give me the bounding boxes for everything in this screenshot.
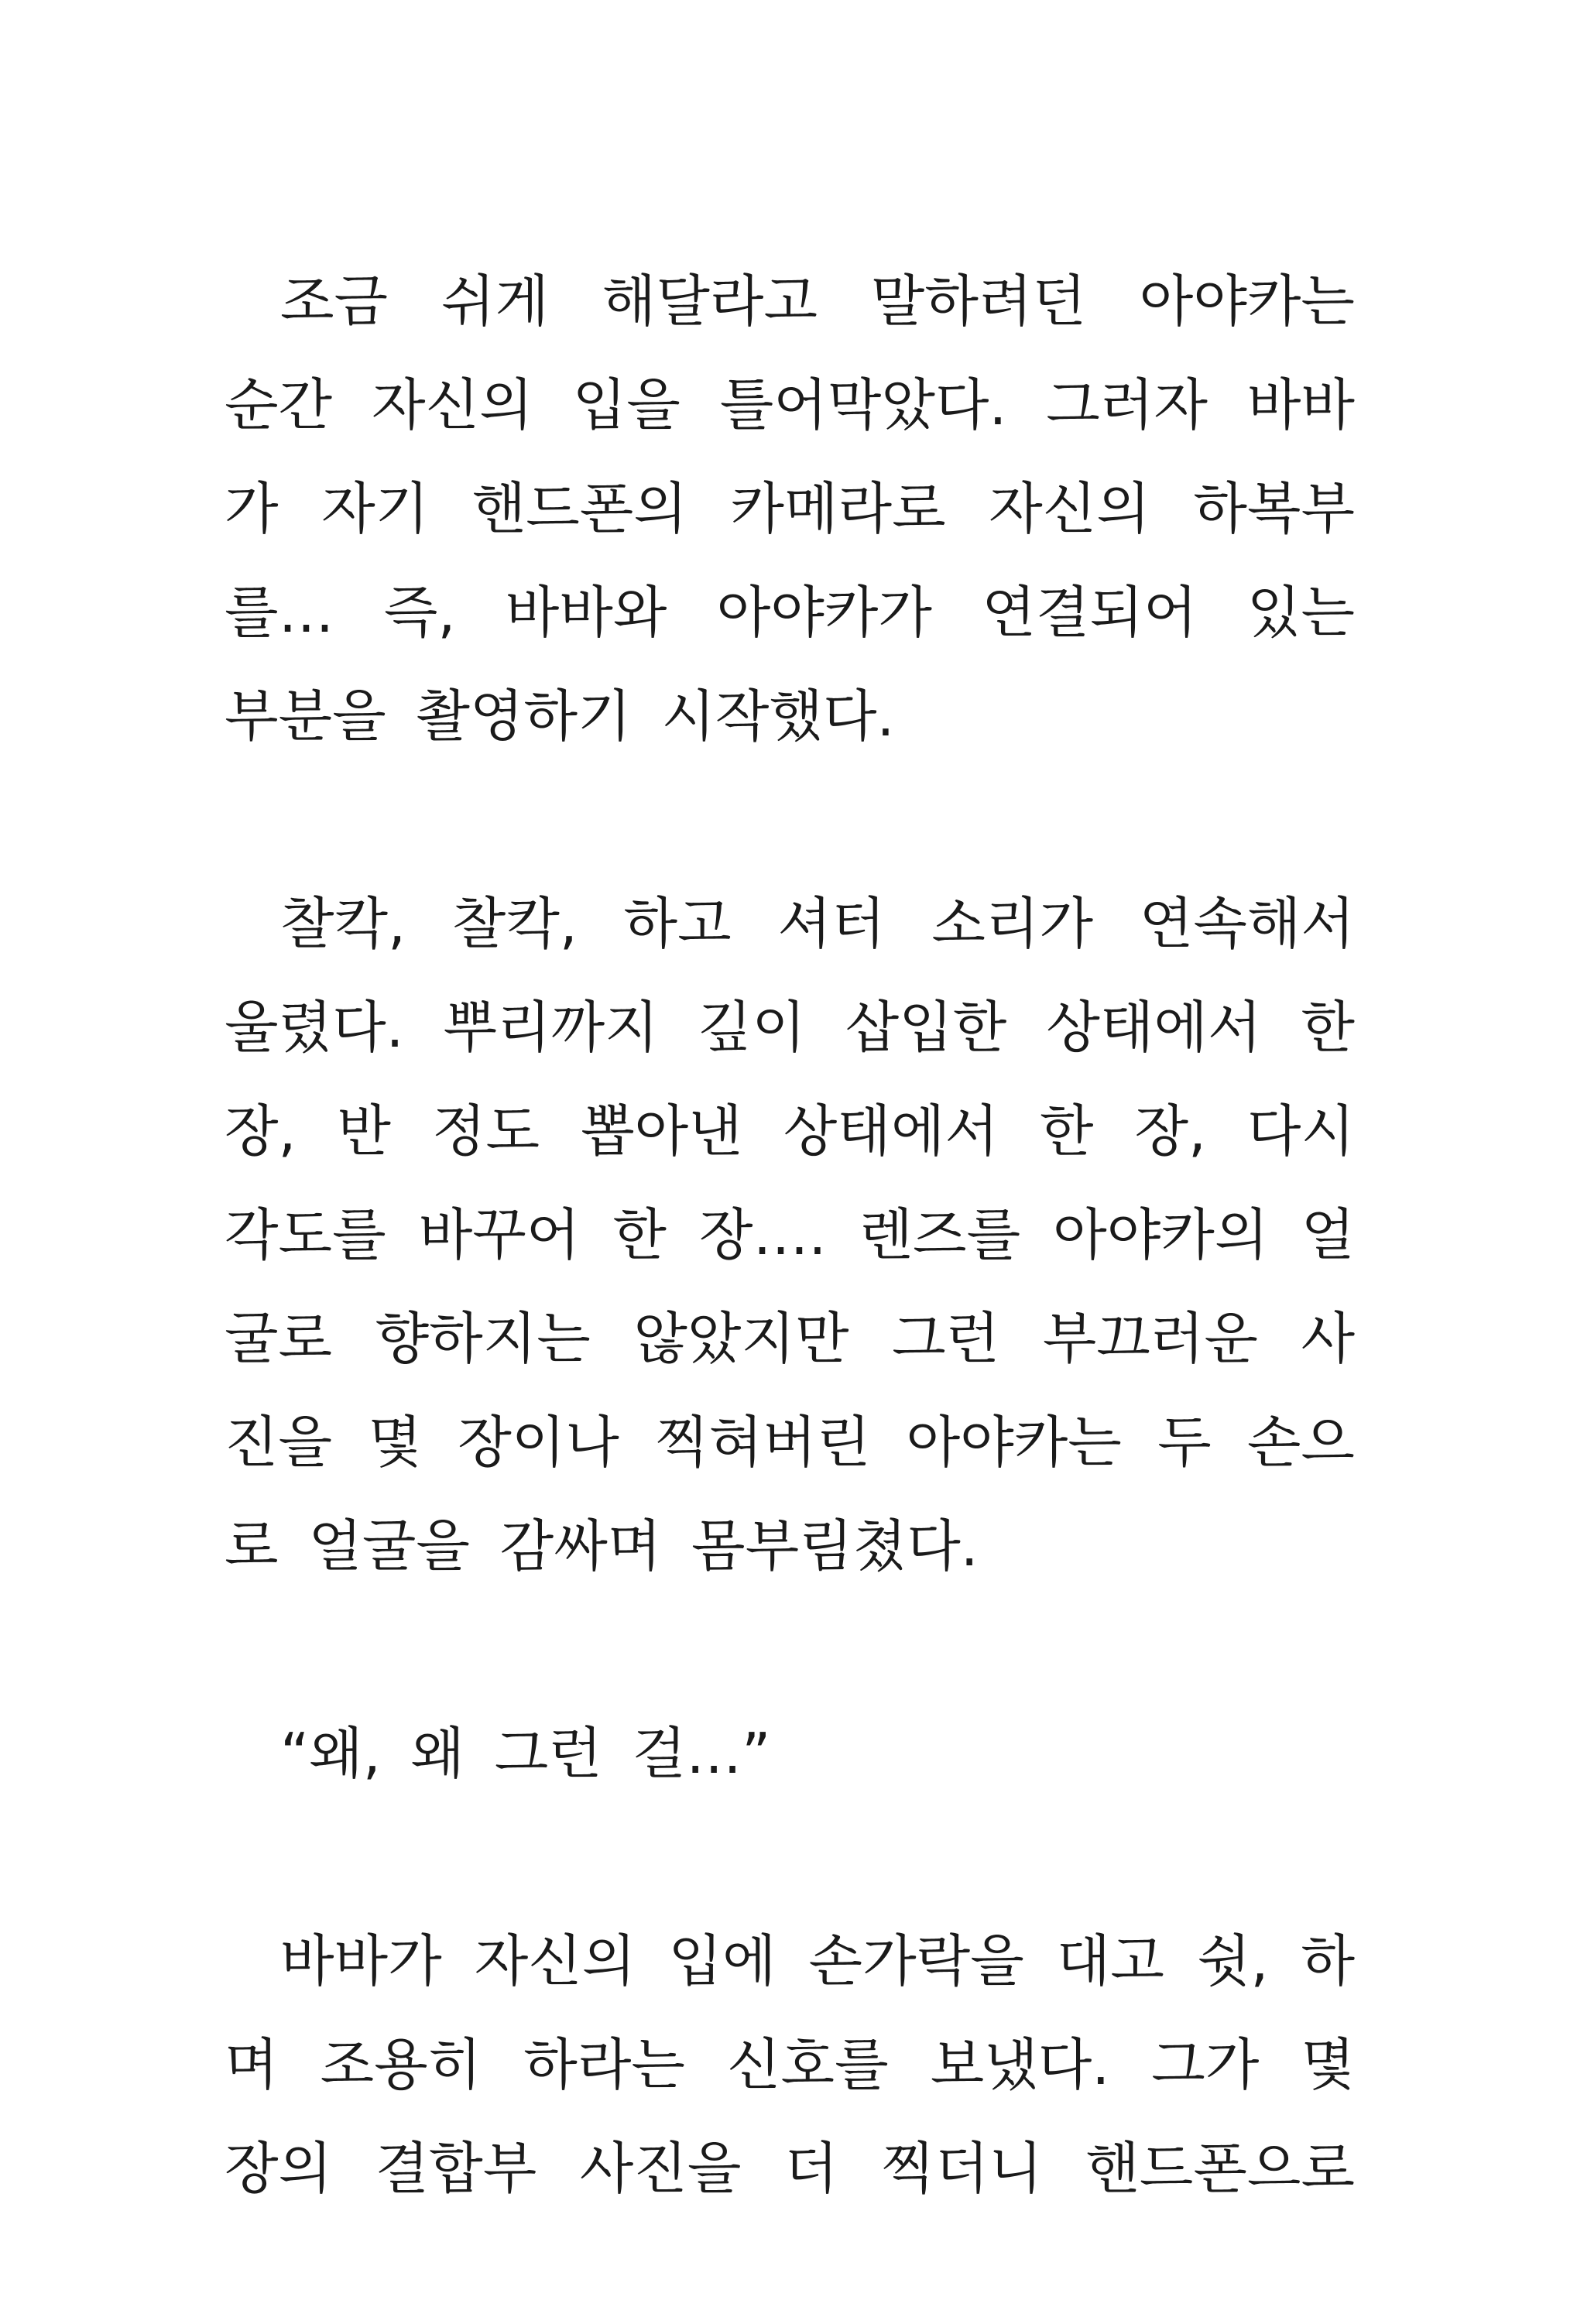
text-line: 가 자기 핸드폰의 카메라로 자신의 하복부 [225,476,1355,541]
text-line: 조금 쉬게 해달라고 말하려던 아야카는 [280,269,1355,334]
text-line: 부분을 촬영하기 시작했다. [225,684,895,749]
text-line: 로 얼굴을 감싸며 몸부림쳤다. [225,1513,979,1578]
text-line: 순간 자신의 입을 틀어막았다. 그러자 바바 [225,372,1355,437]
paragraph-4 [225,1909,1355,2220]
document-page [225,249,1355,2324]
text-line: 울렸다. 뿌리까지 깊이 삽입한 상태에서 한 [225,995,1355,1060]
text-line: 진을 몇 장이나 찍혀버린 아야카는 두 손으 [225,1410,1355,1475]
text-line: 굴로 향하지는 않았지만 그런 부끄러운 사 [225,1306,1355,1371]
text-line: 찰칵, 찰칵, 하고 셔터 소리가 연속해서 [280,891,1355,956]
paragraph-1 [225,249,1355,768]
text-line: 며 조용히 하라는 신호를 보냈다. 그가 몇 [225,2032,1355,2097]
dialogue-line: “왜, 왜 그런 걸…” [280,1721,771,1786]
text-line: 를… 즉, 바바와 아야카가 연결되어 있는 [225,580,1355,645]
paragraph-2 [225,872,1355,1598]
paragraph-3-dialogue [225,1702,1355,1805]
text-line: 장, 반 정도 뽑아낸 상태에서 한 장, 다시 [225,1099,1355,1164]
text-line: 바바가 자신의 입에 손가락을 대고 쉿, 하 [280,1928,1355,1993]
text-line: 각도를 바꾸어 한 장…. 렌즈를 아야카의 얼 [225,1202,1355,1267]
text-line: 장의 결합부 사진을 더 찍더니 핸드폰으로 [225,2136,1355,2201]
